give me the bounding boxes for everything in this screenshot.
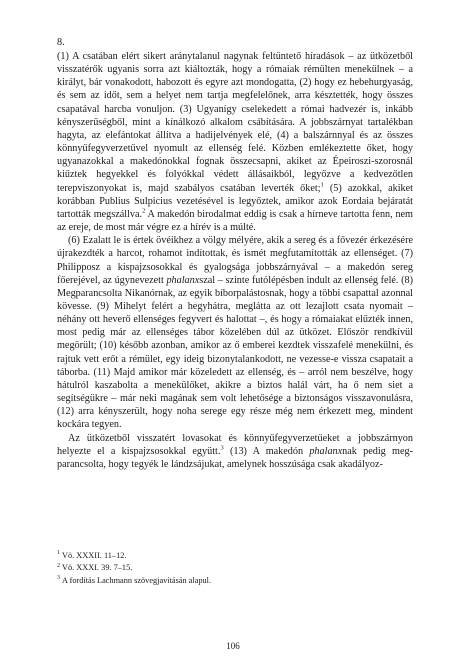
footnote-reference: 3 xyxy=(220,444,224,452)
paragraph-text: nak pedig megparancsolta, hogy tegyék le lándzsájukat, amelynek hosszúsága csak akadályoz- xyxy=(57,445,413,470)
paragraph-text: (6) Ezalatt le is értek övéikhez a völgy mélyére, akik a sereg és a fővezér érkezésére újrakezdték a harcot, rohamot indítottak, és ismét megfutamították az ellenséget. (7) Philipposz a kispajzsosokkal és gyalogsága jobbszárnyával – a makedón sereg főerejével, az úgynevezett xyxy=(57,235,413,286)
footnote xyxy=(57,575,413,586)
paragraph-text: szal – szinte futólépésben indult az ellenség felé. (8) Megparancsolta Nikanórnak, az egyik bíborpalástosnak, hogy a többi csapattal azonnal kövesse. (9) Mihelyt felért a hegyhátra, meglátta az ott lezajlott csata nyomait – néhány ott heverő ellenséges fegyvert és halottat –, és hogy a rómaiakat elűzték innen, most pedig már az ellenséges tábor közelében dúl az ütközet. Először rendkívül megörült; (10) később azonban, amikor az ő emberei kezdtek visszafelé menekülni, és rajtuk vett erőt a rémület, egy ideig bizonytalankodott, ne vezesse-e vissza csapatait a táborba. (11) Majd amikor már közeledett az ellenség, és – arról nem beszélve, hogy hátulról kaszabolta a menekülőket, akikre a biztos halál várt, ha ő nem siet a segítségükre – már neki magának sem volt lehetősége a biztonságos visszavonulásra, (12) arra kényszerült, hogy noha serege egy része még nem érkezett meg, mindent kockára tegyen. xyxy=(57,274,413,431)
chapter-number: 8. xyxy=(57,37,65,48)
italic-term: phalanx xyxy=(309,445,343,457)
footnote-text: A fordítás Lachmann szövegjavításán alapul. xyxy=(62,575,212,585)
footnote-number: 1 xyxy=(57,550,60,557)
paragraph xyxy=(57,234,413,431)
page-number: 106 xyxy=(226,641,240,651)
footnote-number: 2 xyxy=(57,562,60,569)
footnote xyxy=(57,550,413,561)
page-body xyxy=(57,36,413,471)
paragraph-text: (1) A csatában elért sikert aránytalanul nagynak feltüntető híradások – az ütközetből visszatérők ugyanis sorra azt kiáltozták, hogy a rómaiak rémülten menekülnek – a királyt, bár vonakodott, habozott és egyre azt mondogatta, (2) hogy ez hebehurgyaság, és sem az időt, sem a helyet nem tartja megfelelőnek, arra késztették, hogy összes csapatával harcba vonuljon. (3) Ugyanígy cselekedett a római hadvezér is, inkább kényszerűségből, mint a kínálkozó alkalom csábítására. A jobbszárnyat tartalékban hagyta, az elefántokat állítva a hadijelvények elé, (4) a balszárnnyal és az összes könnyűfegyverzetűvel nyomult az ellenség felé. Közben emlékeztette őket, hogy ugyanazokkal a makedónokkal fognak összecsapni, akiket az Épeiroszi-szorosnál kiűztek hegyekkel és folyókkal védett állásaikból, legyőzve a kedvezőtlen terepviszonyokat is, majd szabályos csatában leverték őket; xyxy=(57,51,413,194)
paragraph xyxy=(57,432,413,471)
paragraph-text: (13) A makedón xyxy=(223,445,310,457)
footnotes xyxy=(57,550,413,587)
paragraph-text: Az ütközetből visszatért lovasokat és könnyűfegyverzetűeket a jobbszárnyon helyezte el a kispajzsosokkal együtt. xyxy=(57,432,413,457)
paragraph-text: (5) azokkal, akiket korábban Publius Sulpicius vezetésével is legyőztek, amikor azok Eordaia bejáratát tartották megszállva. xyxy=(57,182,414,220)
footnote-reference: 2 xyxy=(142,207,146,215)
paragraph xyxy=(57,50,413,234)
footnote-text: Vö. XXXI. 39. 7–15. xyxy=(62,563,133,573)
footnote-number: 3 xyxy=(57,574,60,581)
footnote-reference: 1 xyxy=(320,181,324,189)
paragraph-text: A makedón birodalmat eddig is csak a hírneve tartotta fenn, nem az ereje, de most már végre ez a hírév is a múlté. xyxy=(57,208,413,234)
footnote-text: Vö. XXXII. 11–12. xyxy=(62,551,127,560)
italic-term: phalanx xyxy=(166,274,200,286)
footnote xyxy=(57,562,413,573)
